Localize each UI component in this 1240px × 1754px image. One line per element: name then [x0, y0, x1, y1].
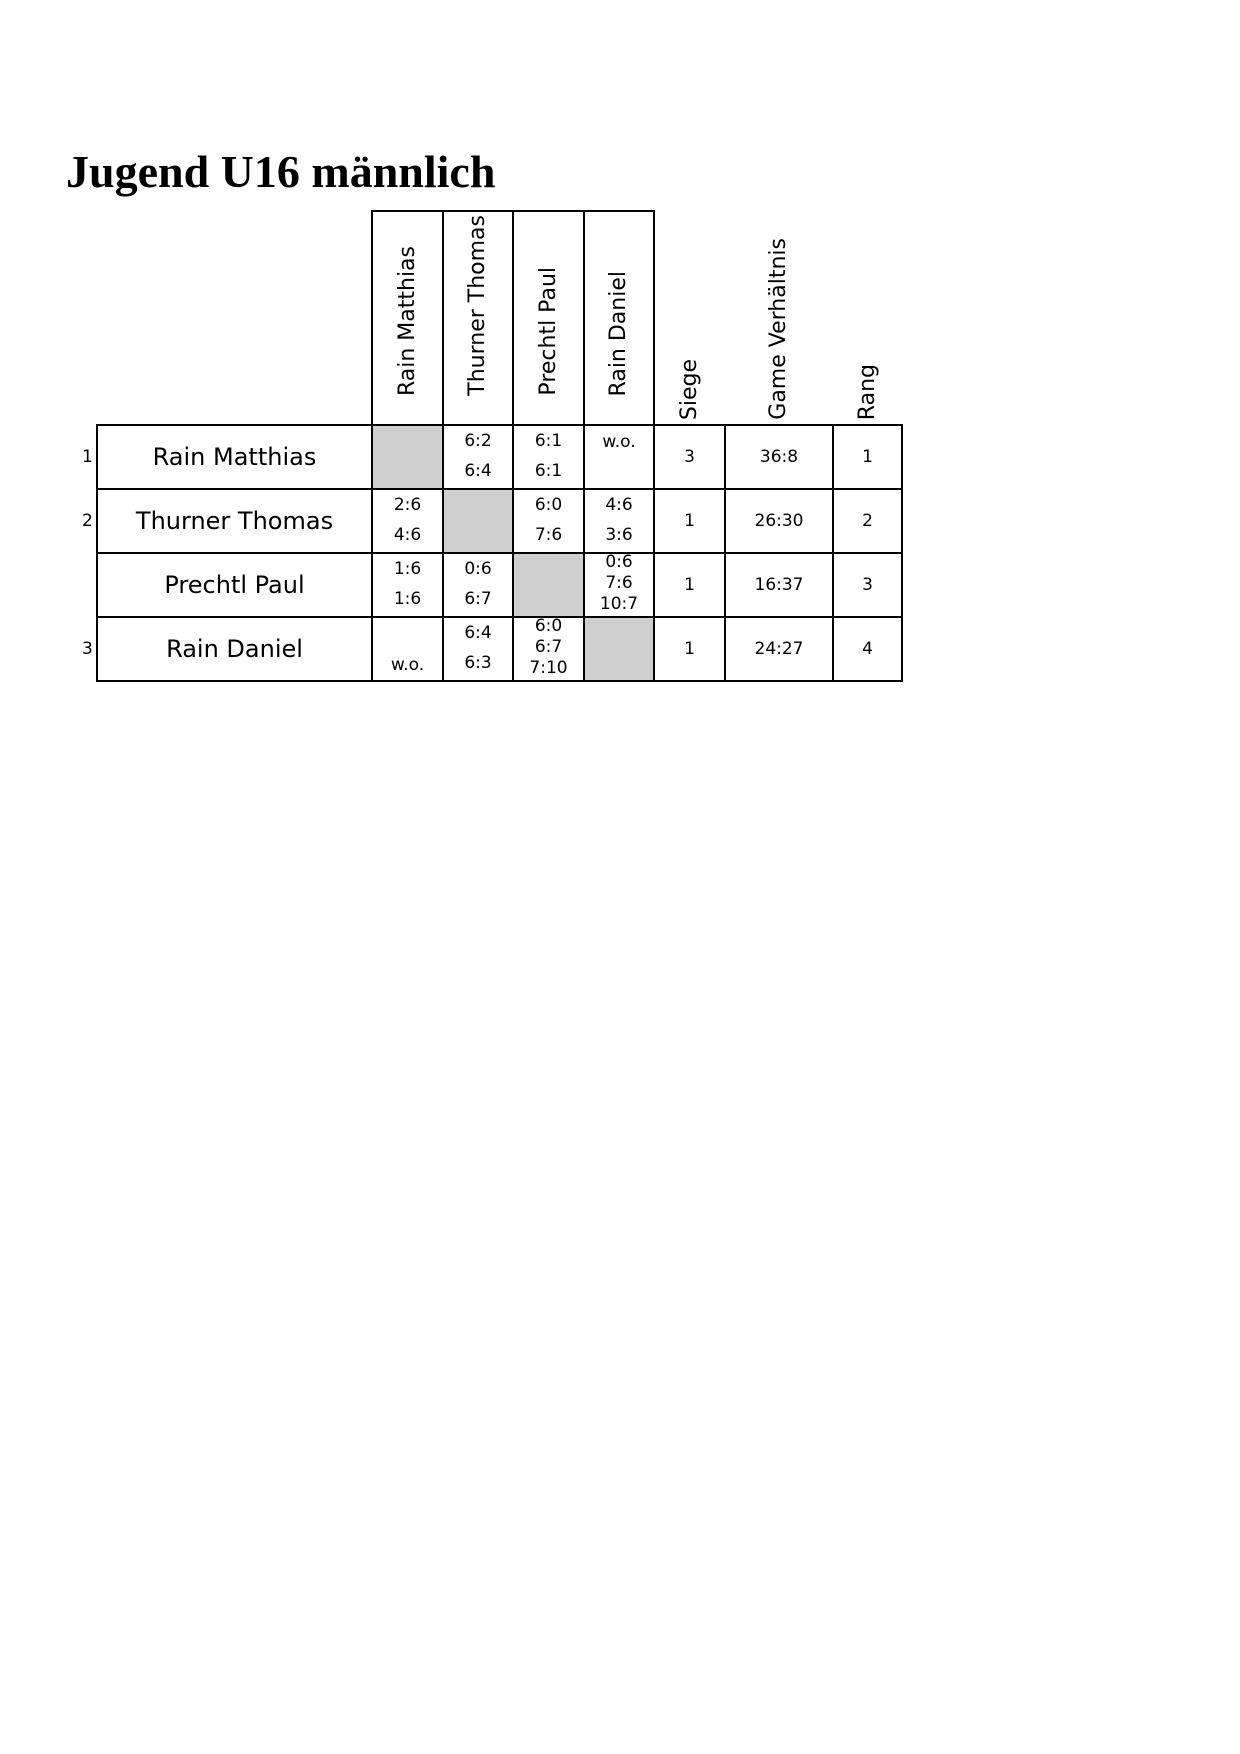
- header-row: [97, 211, 902, 425]
- player-name-cell: [82, 617, 372, 681]
- set-score: 6:1: [534, 461, 563, 481]
- column-header-siege: [654, 211, 725, 425]
- player-name: Rain Daniel: [166, 635, 303, 663]
- score-cell: [584, 425, 654, 489]
- score-cell: [372, 617, 443, 681]
- set-score: 6:7: [464, 589, 492, 609]
- header-corner: [97, 211, 372, 425]
- player-name: Thurner Thomas: [135, 507, 334, 535]
- column-header-label: Rain Daniel: [606, 270, 631, 396]
- score-cell: [513, 425, 584, 489]
- score-cell: [372, 553, 443, 617]
- column-header-player: [513, 211, 584, 425]
- set-score: 0:6: [605, 552, 633, 572]
- self-match-cell: [443, 489, 513, 553]
- wins-cell: 1: [654, 489, 725, 553]
- rank-cell: 3: [833, 553, 902, 617]
- score-stack: [444, 554, 512, 616]
- column-header-label: Prechtl Paul: [535, 267, 561, 396]
- score-cell: [443, 553, 513, 617]
- set-score: w.o.: [602, 432, 636, 452]
- rank-cell: 2: [833, 489, 902, 553]
- score-stack: [514, 618, 583, 680]
- self-match-cell: [372, 425, 443, 489]
- set-score: 10:7: [599, 594, 639, 614]
- seed-number: 3: [82, 639, 93, 659]
- set-score: 7:10: [529, 658, 568, 678]
- set-score: 6:0: [534, 495, 563, 515]
- column-header-label: Rain Matthias: [394, 245, 420, 396]
- table-row: [97, 489, 902, 553]
- score-stack: [373, 490, 442, 552]
- set-score: 6:1: [534, 431, 563, 451]
- set-score: 2:6: [393, 495, 422, 515]
- seed-number: 2: [82, 511, 93, 531]
- score-cell: [372, 489, 443, 553]
- game-ratio-cell: 16:37: [725, 553, 833, 617]
- set-score: 6:0: [534, 616, 563, 636]
- score-cell: [513, 489, 584, 553]
- set-score: 1:6: [393, 589, 422, 609]
- game-ratio-cell: 26:30: [725, 489, 833, 553]
- set-score: 6:3: [464, 653, 492, 673]
- set-score: 6:7: [534, 637, 563, 657]
- score-stack: [373, 554, 442, 616]
- score-cell: [443, 425, 513, 489]
- set-score: 7:6: [605, 573, 633, 593]
- player-name: Prechtl Paul: [164, 571, 305, 599]
- set-score: 4:6: [393, 525, 422, 545]
- score-stack: [514, 490, 583, 552]
- score-cell: [584, 489, 654, 553]
- column-header-player: [372, 211, 443, 425]
- player-name-cell: [97, 553, 372, 617]
- column-header-label: Siege: [677, 358, 702, 420]
- game-ratio-cell: 36:8: [725, 425, 833, 489]
- set-score: 3:6: [605, 525, 633, 545]
- table-row: [97, 617, 902, 681]
- score-stack: [514, 426, 583, 488]
- self-match-cell: [513, 553, 584, 617]
- column-header-player: [443, 211, 513, 425]
- column-header-game: [725, 211, 833, 425]
- set-score: 1:6: [393, 559, 422, 579]
- column-header-label: Game Verhältnis: [766, 238, 791, 420]
- self-match-cell: [584, 617, 654, 681]
- player-name: Rain Matthias: [152, 443, 317, 471]
- column-header-player: [584, 211, 654, 425]
- column-header-label: Thurner Thomas: [465, 215, 490, 396]
- rank-cell: 4: [833, 617, 902, 681]
- player-name-cell: [82, 489, 372, 553]
- results-table: [82, 210, 903, 682]
- game-ratio-cell: 24:27: [725, 617, 833, 681]
- column-header-label: Rang: [854, 363, 880, 420]
- score-stack: [585, 426, 653, 488]
- score-stack: [444, 426, 512, 488]
- set-score: 7:6: [534, 525, 563, 545]
- set-score: w.o.: [390, 655, 425, 675]
- set-score: 0:6: [464, 559, 492, 579]
- rank-cell: 1: [833, 425, 902, 489]
- page-title: Jugend U16 männlich: [66, 146, 496, 197]
- column-header-rang: [833, 211, 902, 425]
- score-cell: [443, 617, 513, 681]
- score-stack: [585, 490, 653, 552]
- score-stack: [444, 618, 512, 680]
- score-stack: [373, 618, 442, 680]
- table-row: [97, 425, 902, 489]
- set-score: 6:4: [464, 461, 492, 481]
- table-row: [97, 553, 902, 617]
- set-score: 6:4: [464, 623, 492, 643]
- wins-cell: 1: [654, 553, 725, 617]
- set-score: 4:6: [605, 495, 633, 515]
- seed-number: 1: [82, 447, 93, 467]
- score-cell: [513, 617, 584, 681]
- player-name-cell: [82, 425, 372, 489]
- score-cell: [584, 553, 654, 617]
- wins-cell: 1: [654, 617, 725, 681]
- score-stack: [585, 554, 653, 616]
- set-score: 6:2: [464, 431, 492, 451]
- wins-cell: 3: [654, 425, 725, 489]
